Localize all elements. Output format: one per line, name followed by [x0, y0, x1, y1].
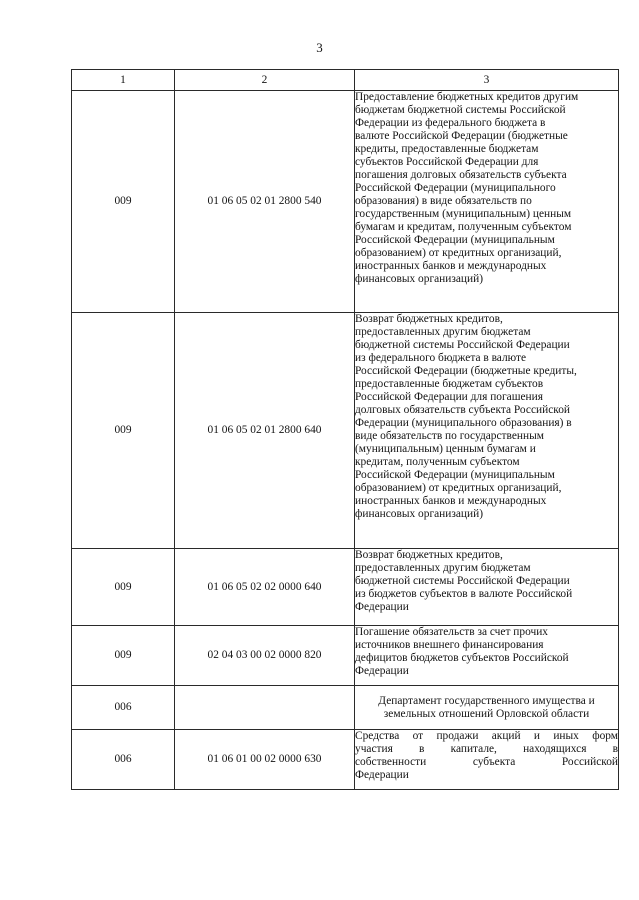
description-line: кредитам, полученным субъектом — [355, 456, 520, 468]
header-col-1: 1 — [72, 70, 175, 91]
description-line: государственным (муниципальным) ценным — [355, 208, 572, 220]
budget-code-cell: 01 06 05 02 02 0000 640 — [175, 549, 355, 626]
description-line: Возврат бюджетных кредитов, — [355, 313, 503, 325]
description-line: Федерации — [355, 665, 409, 677]
admin-code-cell: 009 — [72, 313, 175, 549]
budget-code-cell: 01 06 01 00 02 0000 630 — [175, 730, 355, 790]
table-row — [72, 730, 619, 790]
header-col-2: 2 — [175, 70, 355, 91]
admin-code-cell: 006 — [72, 730, 175, 790]
description-line: из федерального бюджета в валюте — [355, 352, 527, 364]
description-line: Федерации (муниципального образования) в — [355, 417, 572, 429]
table-header-row — [72, 70, 619, 91]
description-line: Российской Федерации для погашения — [355, 391, 543, 403]
description-cell — [355, 730, 619, 790]
description-line: Возврат бюджетных кредитов, — [355, 549, 503, 561]
budget-code-cell: 01 06 05 02 01 2800 540 — [175, 91, 355, 313]
description-cell — [355, 549, 619, 626]
page-number: 3 — [316, 40, 323, 55]
admin-code-cell: 009 — [72, 91, 175, 313]
description-line: бюджетной системы Российской Федерации — [355, 339, 570, 351]
table-row — [72, 549, 619, 626]
department-name-line: Департамент государственного имущества и — [378, 694, 595, 707]
description-line: погашения долговых обязательств субъекта — [355, 169, 567, 181]
description-line: участия в капитале, находящихся в — [355, 743, 618, 755]
description-line: Российской Федерации (муниципального — [355, 182, 556, 194]
description-line: субъектов Российской Федерации для — [355, 156, 539, 168]
description-line: иностранных банков и международных — [355, 260, 547, 272]
description-line: собственности субъекта Российской — [355, 756, 618, 768]
description-line: Российской Федерации (муниципальным — [355, 469, 555, 481]
description-line: бюджетной системы Российской Федерации — [355, 575, 570, 587]
description-line: предоставленных другим бюджетам — [355, 562, 531, 574]
description-line: Федерации из федерального бюджета в — [355, 117, 546, 129]
department-name-line: земельных отношений Орловской области — [383, 707, 590, 720]
description-line: Погашение обязательств за счет прочих — [355, 626, 549, 638]
description-line: кредиты, предоставленные бюджетам — [355, 143, 539, 155]
description-line: валюте Российской Федерации (бюджетные — [355, 130, 568, 142]
description-line: предоставленных другим бюджетам — [355, 326, 531, 338]
table-row — [72, 91, 619, 313]
description-line: предоставленные бюджетам субъектов — [355, 378, 544, 390]
description-line: (муниципальным) ценным бумагам и — [355, 443, 536, 455]
description-line: Федерации — [355, 601, 409, 613]
budget-codes-table — [71, 69, 619, 790]
admin-code-cell: 009 — [72, 626, 175, 686]
description-line: виде обязательств по государственным — [355, 430, 544, 442]
description-line: дефицитов бюджетов субъектов Российской — [355, 652, 569, 664]
description-line: образованием) от кредитных организаций, — [355, 482, 562, 494]
table-row — [72, 686, 619, 730]
budget-code-cell: 01 06 05 02 01 2800 640 — [175, 313, 355, 549]
description-line: образованием) от кредитных организаций, — [355, 247, 562, 259]
department-name-cell — [355, 686, 619, 730]
description-line: Средства от продажи акций и иных форм — [355, 730, 618, 742]
table-row — [72, 626, 619, 686]
description-line: из бюджетов субъектов в валюте Российской — [355, 588, 573, 600]
description-line: финансовых организаций) — [355, 273, 483, 285]
description-line: бумагам и кредитам, полученным субъектом — [355, 221, 572, 233]
table-row — [72, 313, 619, 549]
description-cell — [355, 313, 619, 549]
description-line: Предоставление бюджетных кредитов другим — [355, 91, 579, 103]
description-line: Российской Федерации (бюджетные кредиты, — [355, 365, 577, 377]
admin-code-cell: 009 — [72, 549, 175, 626]
description-line: Российской Федерации (муниципальным — [355, 234, 555, 246]
description-line: финансовых организаций) — [355, 508, 483, 520]
budget-code-cell — [175, 686, 355, 730]
description-line: Федерации — [355, 769, 409, 781]
description-line: иностранных банков и международных — [355, 495, 547, 507]
header-col-3: 3 — [355, 70, 619, 91]
description-line: источников внешнего финансирования — [355, 639, 544, 651]
description-cell — [355, 626, 619, 686]
description-line: образования) в виде обязательств по — [355, 195, 532, 207]
admin-code-cell: 006 — [72, 686, 175, 730]
description-cell — [355, 91, 619, 313]
budget-code-cell: 02 04 03 00 02 0000 820 — [175, 626, 355, 686]
description-line: долговых обязательств субъекта Российской — [355, 404, 571, 416]
description-line: бюджетам бюджетной системы Российской — [355, 104, 566, 116]
